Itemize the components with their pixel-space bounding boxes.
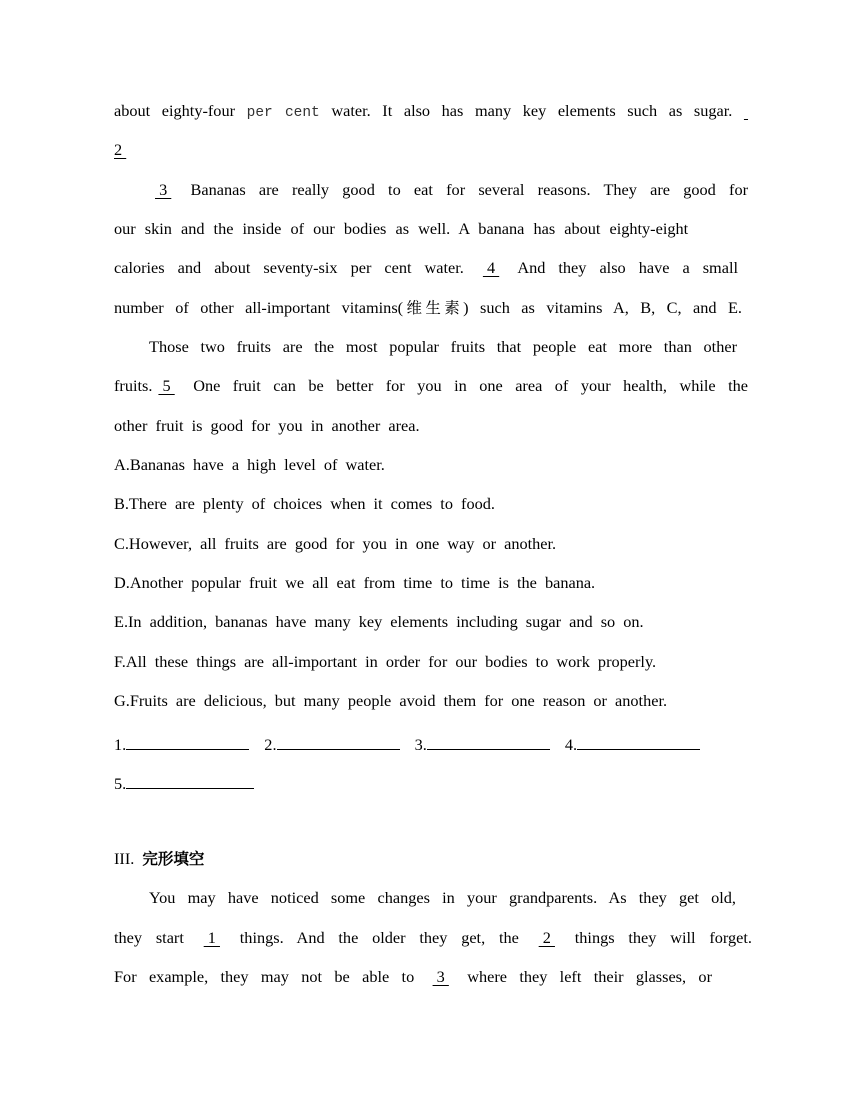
answer-line[interactable]	[577, 733, 700, 750]
passage-line	[114, 101, 748, 123]
text: they start	[114, 928, 184, 947]
cloze-line	[114, 967, 712, 987]
answer-row	[114, 733, 700, 755]
option-text: G.Fruits are delicious, but many people avoid them for one reason or another.	[114, 691, 668, 710]
option-text: A.Bananas have a high level of water.	[114, 455, 385, 474]
answer-line[interactable]	[427, 733, 550, 750]
option-d	[114, 573, 595, 593]
answer-line[interactable]	[277, 733, 400, 750]
text: about eighty-four	[114, 101, 236, 120]
blank-4: 4	[482, 258, 500, 277]
section-heading	[114, 849, 204, 869]
option-text: B.There are plenty of choices when it comes to food.	[114, 494, 495, 513]
answer-line[interactable]	[126, 733, 249, 750]
passage-line	[114, 140, 140, 160]
text: other fruit is good for you in another area.	[114, 416, 420, 435]
blank-3: 3	[155, 180, 172, 199]
blank-2: 2	[114, 140, 127, 159]
text: Bananas are really good to eat for several reasons. They are good for	[190, 180, 749, 199]
blank-3: 3	[432, 967, 449, 986]
text-mono: per cent	[246, 105, 320, 121]
text: You may have noticed some changes in your grandparents. As they get old,	[149, 888, 736, 907]
text: water. It also has many key elements such as sugar.	[331, 101, 733, 120]
option-f	[114, 652, 656, 672]
answer-3[interactable]	[415, 733, 550, 755]
text: And they also have a small	[517, 258, 738, 277]
text: ) such as vitamins A, B, C, and E.	[463, 298, 742, 317]
text: calories and about seventy-six per cent water.	[114, 258, 464, 277]
text: things they will forget.	[574, 928, 752, 947]
answer-2[interactable]	[264, 733, 399, 755]
blank	[744, 101, 748, 121]
text: things. And the older they get, the	[239, 928, 519, 947]
option-e	[114, 612, 644, 632]
text: where they left their glasses, or	[467, 967, 712, 986]
option-text: F.All these things are all-important in order for our bodies to work properly.	[114, 652, 657, 671]
section-title: 完形填空	[142, 850, 205, 868]
passage-line	[114, 416, 420, 436]
answer-label: 3.	[414, 735, 427, 754]
option-text: D.Another popular fruit we all eat from time to time is the banana.	[114, 573, 596, 592]
blank-1: 1	[203, 928, 220, 947]
text: fruits.	[114, 376, 153, 395]
option-text: E.In addition, bananas have many key elements including sugar and so on.	[114, 612, 644, 631]
answer-label: 5.	[114, 774, 127, 793]
answer-label: 4.	[564, 735, 578, 754]
answer-5[interactable]	[114, 772, 254, 794]
answer-4[interactable]	[565, 733, 700, 755]
option-g	[114, 691, 667, 711]
passage-line	[114, 376, 748, 396]
text: For example, they may not be able to	[114, 967, 415, 986]
answer-label: 2.	[264, 735, 277, 754]
option-b	[114, 494, 495, 514]
section-number: III.	[114, 849, 135, 868]
blank-2: 2	[538, 928, 555, 947]
option-a	[114, 455, 385, 475]
text: our skin and the inside of our bodies as well. A banana has about eighty-eight	[114, 219, 689, 238]
option-c	[114, 534, 556, 554]
text: number of other all-important vitamins(	[114, 298, 404, 317]
blank-5: 5	[158, 376, 175, 395]
answer-line[interactable]	[126, 772, 254, 789]
passage-line	[149, 337, 737, 357]
passage-line	[114, 258, 738, 278]
passage-line	[114, 219, 688, 239]
answer-1[interactable]	[114, 733, 249, 755]
passage-line	[114, 298, 742, 318]
answer-label: 1.	[114, 735, 127, 754]
cloze-line	[114, 928, 752, 948]
text-cjk: 维生素	[403, 299, 464, 317]
text: Those two fruits are the most popular fruits that people eat more than other	[149, 337, 737, 356]
cloze-line	[149, 888, 736, 908]
option-text: C.However, all fruits are good for you in one way or another.	[114, 534, 557, 553]
passage-line	[149, 180, 748, 200]
answer-row	[114, 772, 254, 794]
text: One fruit can be better for you in one area of your health, while the	[193, 376, 748, 395]
